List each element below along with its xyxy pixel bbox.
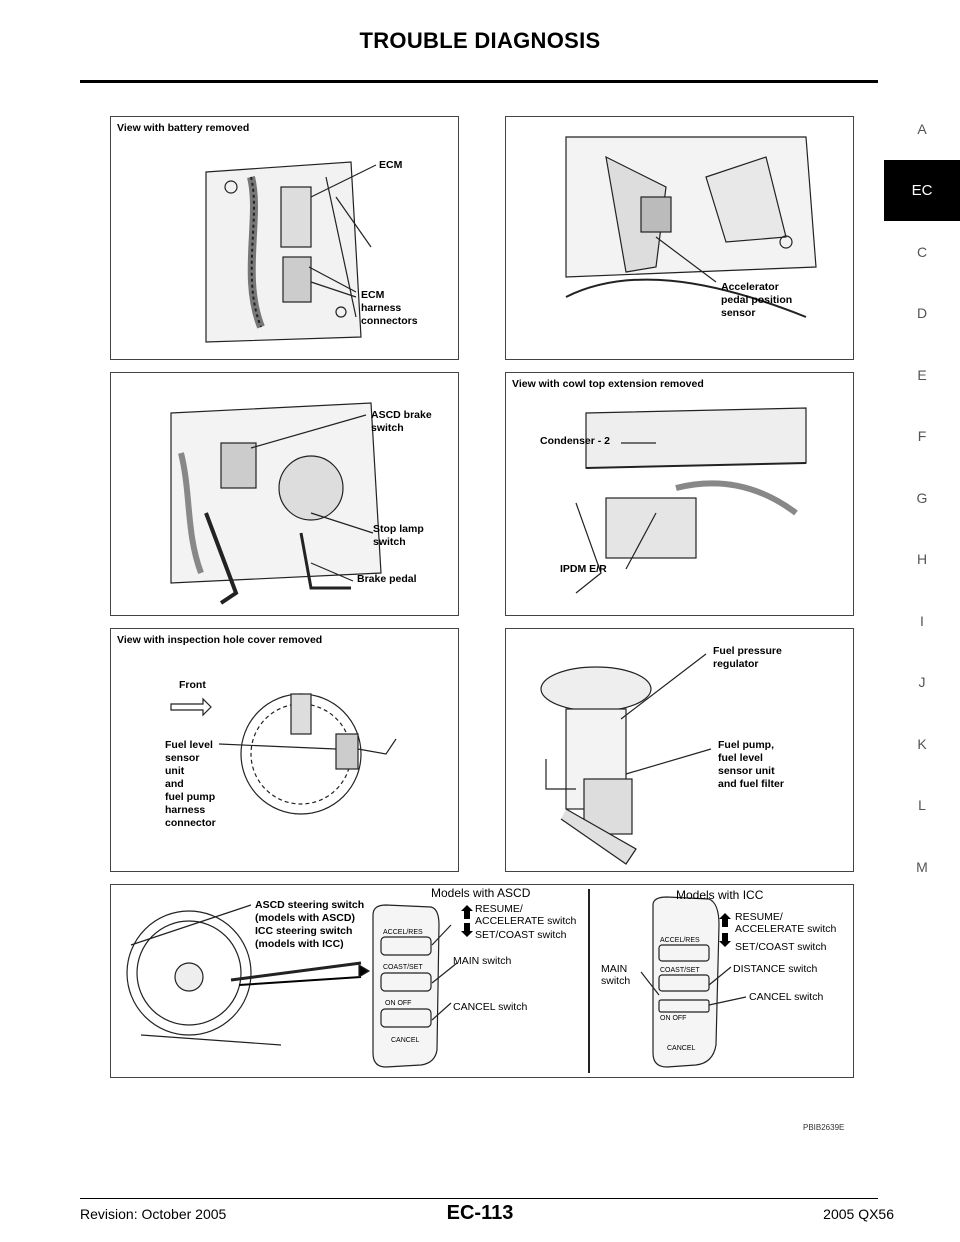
accelerator-illustration — [506, 117, 853, 359]
panel-brake-switch — [110, 372, 459, 616]
label-fuel-pressure-regulator: Fuel pressure regulator — [713, 645, 782, 670]
panel-ecm — [110, 116, 459, 360]
footer-revision: Revision: October 2005 — [80, 1206, 227, 1222]
index-tab-i[interactable]: I — [920, 612, 924, 629]
panel-ipdm — [505, 372, 854, 616]
figure-code: PBIB2639E — [803, 1123, 845, 1132]
page-title: TROUBLE DIAGNOSIS — [359, 28, 601, 53]
icc-set-coast: SET/COAST switch — [735, 941, 827, 953]
label-fuel-pump-sensor-filter: Fuel pump, fuel level sensor unit and fuel filter — [718, 739, 784, 790]
panel-title: View with battery removed — [117, 122, 250, 134]
header-rule — [80, 80, 878, 83]
fuel-connector-illustration — [111, 629, 458, 871]
footer-model: 2005 QX56 — [823, 1206, 894, 1222]
label-ascd-brake-switch: ASCD brake switch — [371, 409, 432, 434]
side-index — [884, 98, 960, 898]
label-ecm: ECM — [379, 159, 403, 171]
ascd-models-title: Models with ASCD — [431, 886, 531, 900]
index-tab-m[interactable]: M — [916, 858, 928, 875]
index-tab-d[interactable]: D — [916, 305, 928, 322]
ipdm-illustration — [506, 373, 853, 615]
label-condenser-2: Condenser - 2 — [540, 435, 611, 447]
panel-accelerator — [505, 116, 854, 360]
icc-btn-accel-res: ACCEL/RES — [660, 937, 700, 944]
footer-rule — [80, 1198, 878, 1199]
index-tab-c[interactable]: C — [916, 243, 928, 260]
panel-title: View with cowl top extension removed — [512, 378, 704, 390]
index-tab-a[interactable]: A — [917, 120, 927, 137]
icc-cancel: CANCEL switch — [749, 991, 824, 1003]
label-stop-lamp-switch: Stop lamp switch — [373, 523, 424, 548]
icc-btn-cancel: CANCEL — [667, 1045, 696, 1052]
icc-distance: DISTANCE switch — [733, 963, 818, 975]
icc-resume-accelerate: RESUME/ ACCELERATE switch — [735, 911, 837, 935]
icc-btn-on-off: ON OFF — [660, 1015, 687, 1022]
panel-steering-switch — [110, 884, 854, 1078]
index-tab-j[interactable]: J — [918, 674, 926, 691]
label-ecm-harness-connectors: ECM harness connectors — [361, 289, 418, 327]
panel-title: View with inspection hole cover removed — [117, 634, 323, 646]
ascd-resume-accelerate: RESUME/ ACCELERATE switch — [475, 903, 577, 927]
index-tab-l[interactable]: L — [918, 797, 926, 814]
panel-fuel-pump — [505, 628, 854, 872]
ascd-cancel: CANCEL switch — [453, 1001, 528, 1013]
fuel-pump-illustration — [506, 629, 853, 871]
ascd-btn-cancel: CANCEL — [391, 1037, 420, 1044]
panel-fuel-level-connector — [110, 628, 459, 872]
ascd-btn-on-off: ON OFF — [385, 1000, 412, 1007]
ascd-set-coast: SET/COAST switch — [475, 929, 567, 941]
ascd-btn-coast-set: COAST/SET — [383, 964, 423, 971]
page-number: EC-113 — [446, 1202, 514, 1224]
label-fuel-level-sensor-connector: Fuel level sensor unit and fuel pump harness connector — [165, 739, 216, 829]
label-ascd-icc-steering-switch: ASCD steering switch (models with ASCD) ICC steering switch (models with ICC) — [255, 899, 365, 950]
label-ipdm-er: IPDM E/R — [560, 563, 607, 575]
ascd-main: MAIN switch — [453, 955, 512, 967]
label-front: Front — [179, 679, 206, 691]
icc-models-title: Models with ICC — [676, 888, 764, 902]
label-brake-pedal: Brake pedal — [357, 573, 417, 585]
label-accelerator-pedal-position-sensor: Accelerator pedal position sensor — [721, 281, 793, 319]
index-tab-f[interactable]: F — [917, 428, 927, 445]
index-tab-k[interactable]: K — [917, 735, 927, 752]
index-tab-h[interactable]: H — [916, 551, 928, 568]
ascd-btn-accel-res: ACCEL/RES — [383, 929, 423, 936]
icc-main: MAIN switch — [601, 963, 631, 987]
index-tab-g[interactable]: G — [916, 489, 928, 506]
icc-btn-coast-set: COAST/SET — [660, 967, 700, 974]
index-tab-e[interactable]: E — [917, 366, 927, 383]
index-tab-ec[interactable]: EC — [884, 160, 960, 222]
